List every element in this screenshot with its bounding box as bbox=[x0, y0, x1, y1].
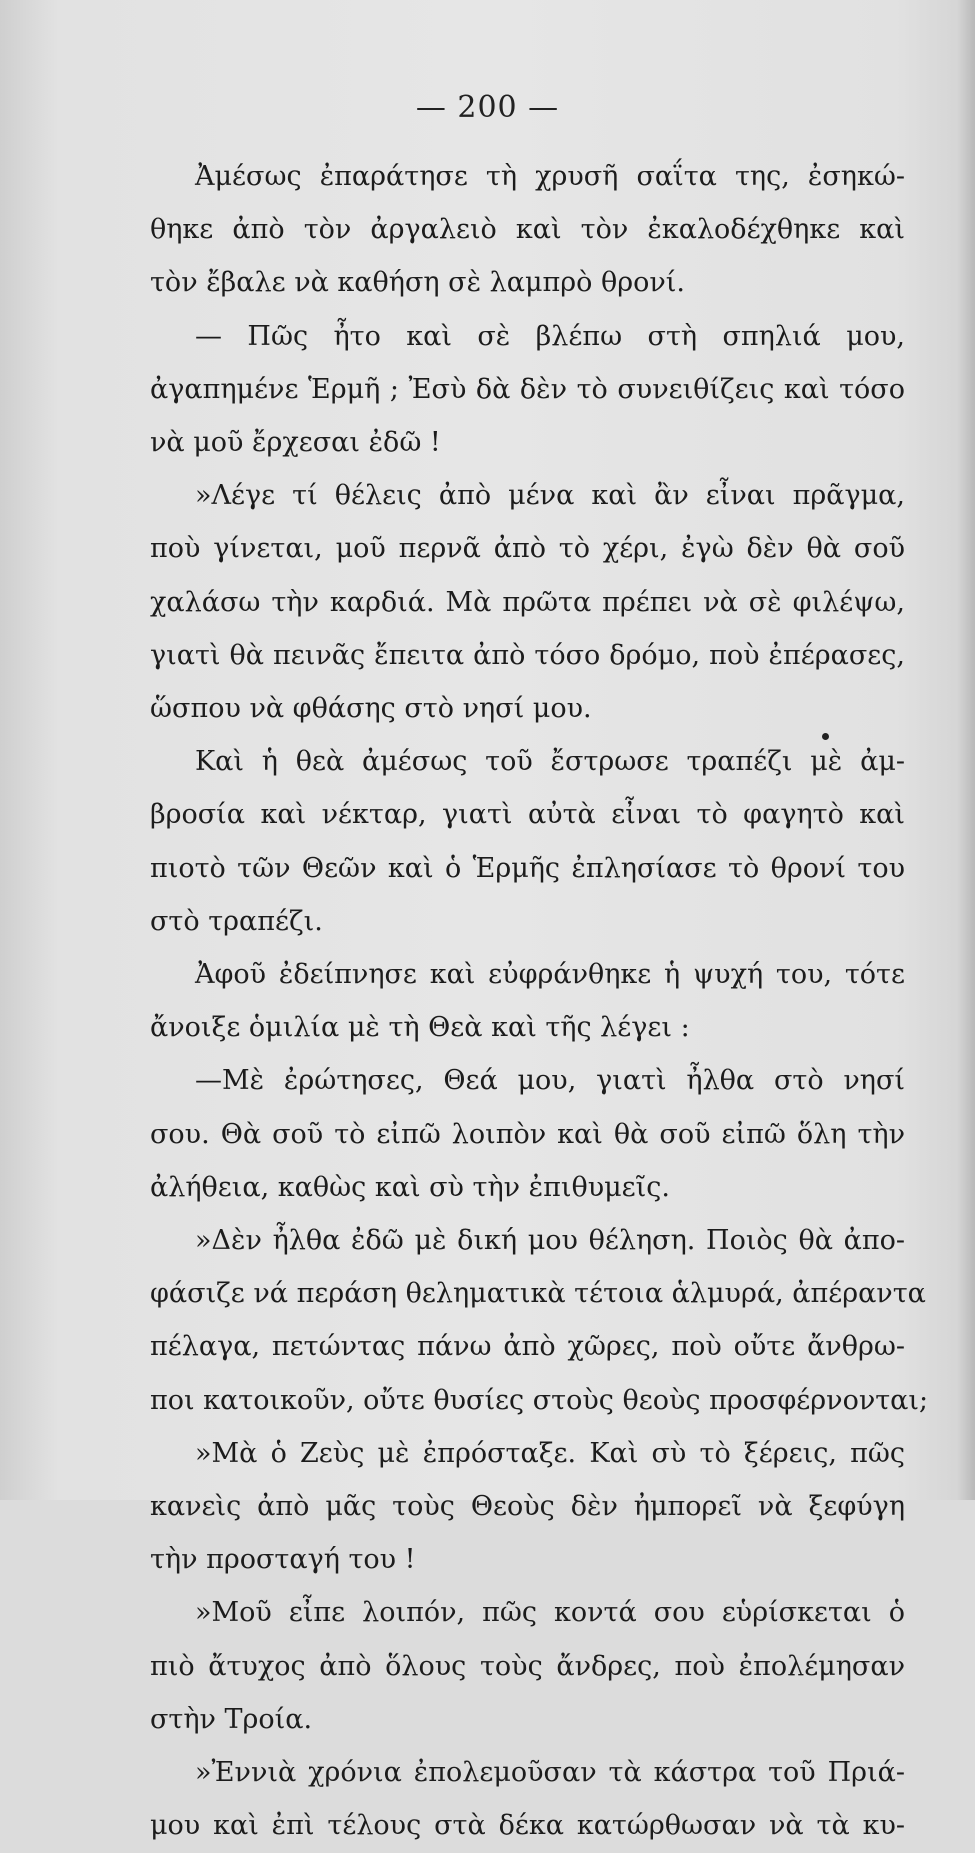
text-line: στὴν Τροία. bbox=[150, 1703, 313, 1735]
text-line: —Μὲ ἐρώτησες, Θεά μου, γιατὶ ἦλθα στὸ νησί bbox=[195, 1065, 905, 1097]
text-line: νὰ μοῦ ἔρχεσαι ἐδῶ ! bbox=[150, 427, 441, 459]
text-line: »Μὰ ὁ Ζεὺς μὲ ἐπρόσταξε. Καὶ σὺ τὸ ξέρεις, πῶς bbox=[195, 1437, 905, 1469]
text-line: ποι κατοικοῦν, οὔτε θυσίες στοὺς θεοὺς προσφέρνονται; bbox=[150, 1384, 929, 1416]
text-line: πιοτὸ τῶν Θεῶν καὶ ὁ Ἑρμῆς ἐπλησίασε τὸ θρονί του bbox=[150, 852, 905, 884]
text-line: μου καὶ ἐπὶ τέλους στὰ δέκα κατώρθωσαν νὰ τὰ κυ- bbox=[150, 1810, 905, 1842]
text-line: »Ἐννιὰ χρόνια ἐπολεμοῦσαν τὰ κάστρα τοῦ Πριά- bbox=[195, 1757, 905, 1789]
text-line: Ἀφοῦ ἐδείπνησε καὶ εὐφράνθηκε ἡ ψυχή του, τότε bbox=[195, 959, 905, 991]
text-line: ὥσπου νὰ φθάσης στὸ νησί μου. bbox=[150, 693, 592, 725]
ink-dot bbox=[822, 733, 829, 740]
text-line: γιατὶ θὰ πεινᾶς ἔπειτα ἀπὸ τόσο δρόμο, ποὺ ἐπέρασες, bbox=[150, 639, 905, 671]
text-line: ἀλήθεια, καθὼς καὶ σὺ τὴν ἐπιθυμεῖς. bbox=[150, 1171, 670, 1203]
text-line: πέλαγα, πετώντας πάνω ἀπὸ χῶρες, ποὺ οὔτε ἄνθρω- bbox=[150, 1331, 905, 1363]
text-line: τὸν ἔβαλε νὰ καθήση σὲ λαμπρὸ θρονί. bbox=[150, 267, 685, 299]
text-line: βροσία καὶ νέκταρ, γιατὶ αὐτὰ εἶναι τὸ φαγητὸ καὶ bbox=[150, 799, 905, 831]
text-line: θηκε ἀπὸ τὸν ἀργαλειὸ καὶ τὸν ἐκαλοδέχθηκε καὶ bbox=[150, 214, 905, 246]
text-line: Ἀμέσως ἐπαράτησε τὴ χρυσῆ σαΐτα της, ἐσηκώ- bbox=[195, 161, 905, 192]
text-line: »Δὲν ἦλθα ἐδῶ μὲ δική μου θέληση. Ποιὸς θὰ ἀπο- bbox=[195, 1225, 905, 1257]
text-line: ἄνοιξε ὁμιλία μὲ τὴ Θεὰ καὶ τῆς λέγει : bbox=[150, 1012, 690, 1044]
text-line: σου. Θὰ σοῦ τὸ εἰπῶ λοιπὸν καὶ θὰ σοῦ εἰπῶ ὅλη τὴν bbox=[150, 1118, 905, 1150]
text-line: τὴν προσταγή του ! bbox=[150, 1544, 416, 1576]
text-line: κανεὶς ἀπὸ μᾶς τοὺς Θεοὺς δὲν ἠμπορεῖ νὰ ξεφύγη bbox=[150, 1491, 905, 1523]
text-line: φάσιζε νά περάση θεληματικὰ τέτοια ἁλμυρά, ἀπέραντα bbox=[150, 1278, 926, 1310]
text-line: »Μοῦ εἶπε λοιπόν, πῶς κοντά σου εὑρίσκεται ὁ bbox=[195, 1597, 905, 1629]
text-line: στὸ τραπέζι. bbox=[150, 905, 323, 937]
text-line: ποὺ γίνεται, μοῦ περνᾶ ἀπὸ τὸ χέρι, ἐγὼ δὲν θὰ σοῦ bbox=[150, 533, 905, 565]
text-line: »Λέγε τί θέλεις ἀπὸ μένα καὶ ἂν εἶναι πρᾶγμα, bbox=[195, 480, 905, 512]
body-text bbox=[150, 150, 929, 1853]
text-line: Καὶ ἡ θεὰ ἀμέσως τοῦ ἔστρωσε τραπέζι μὲ ἀμ- bbox=[195, 746, 905, 778]
text-line: πιὸ ἄτυχος ἀπὸ ὅλους τοὺς ἄνδρες, ποὺ ἐπολέμησαν bbox=[150, 1650, 905, 1682]
page-edge-shadow bbox=[957, 0, 975, 1500]
page-number: — 200 — bbox=[415, 90, 560, 125]
text-line: — Πῶς ἦτο καὶ σὲ βλέπω στὴ σπηλιά μου, bbox=[195, 320, 905, 352]
text-line: ἀγαπημένε Ἑρμῆ ; Ἐσὺ δὰ δὲν τὸ συνειθίζεις καὶ τόσο bbox=[150, 373, 905, 405]
text-line: χαλάσω τὴν καρδιά. Μὰ πρῶτα πρέπει νὰ σὲ φιλέψω, bbox=[150, 586, 905, 618]
